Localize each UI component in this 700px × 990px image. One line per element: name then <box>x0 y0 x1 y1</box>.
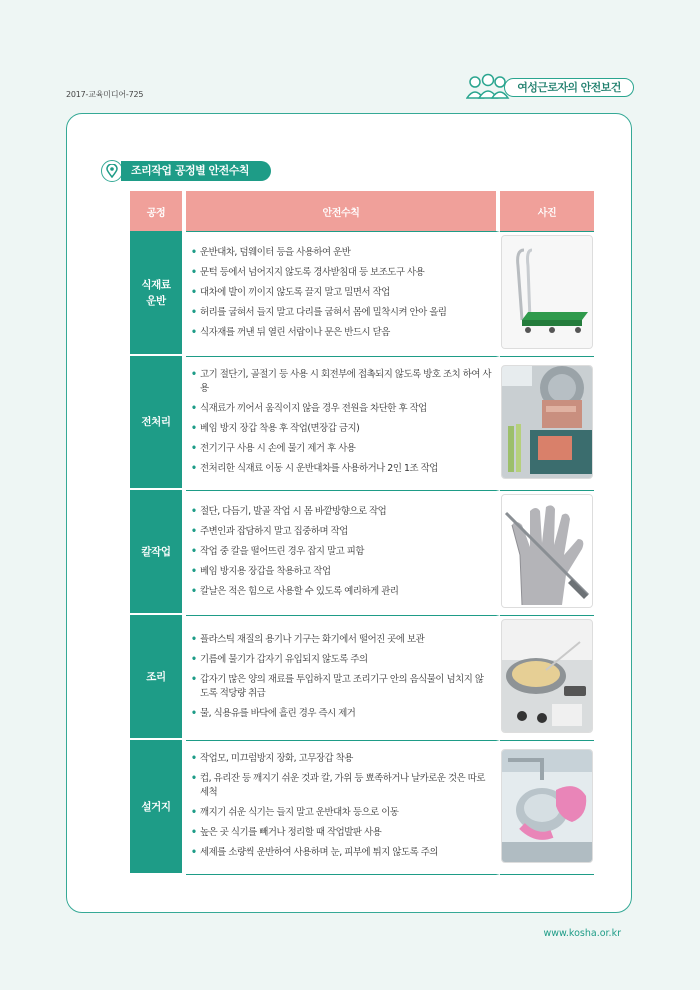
process-label: 칼작업 <box>141 545 171 558</box>
section-heading <box>101 160 271 182</box>
rule-item: • 플라스틱 재질의 용기나 기구는 화기에서 떨어진 곳에 보관 <box>191 633 492 647</box>
section-title: 조리작업 공정별 안전수칙 <box>121 161 271 181</box>
rule-item: • 베임 방지용 장갑을 착용하고 작업 <box>191 565 492 579</box>
column-header-rules: 안전수칙 <box>186 191 500 231</box>
table-row <box>130 356 594 490</box>
rule-list <box>191 246 492 340</box>
rule-list <box>191 633 492 721</box>
process-cell <box>130 615 186 740</box>
rule-item: • 문턱 등에서 넘어지지 않도록 경사받침대 등 보조도구 사용 <box>191 266 492 280</box>
photo-cell <box>500 615 594 740</box>
rule-item: • 절단, 다듬기, 발골 작업 시 몸 바깥방향으로 작업 <box>191 505 492 519</box>
table-row <box>130 615 594 740</box>
table-row <box>130 740 594 875</box>
brand-badge <box>466 72 634 100</box>
rule-item: • 주변인과 잡담하지 말고 집중하며 작업 <box>191 525 492 539</box>
rule-item: • 작업 중 칼을 떨어뜨린 경우 잡지 말고 피함 <box>191 545 492 559</box>
rules-cell <box>186 490 500 615</box>
rule-item: • 식재료가 끼어서 움직이지 않을 경우 전원을 차단한 후 작업 <box>191 402 492 416</box>
rules-cell <box>186 615 500 740</box>
photo-cell <box>500 740 594 875</box>
photo-cell <box>500 356 594 490</box>
rule-item: • 고기 절단기, 골절기 등 사용 시 회전부에 접촉되지 않도록 방호 조치 하여 사용 <box>191 368 492 396</box>
process-cell <box>130 490 186 615</box>
rules-cell <box>186 231 500 356</box>
table-row <box>130 490 594 615</box>
process-label: 설거지 <box>141 800 171 813</box>
rule-item: • 기름에 물기가 갑자기 유입되지 않도록 주의 <box>191 653 492 667</box>
process-cell <box>130 740 186 875</box>
photo-cell <box>500 490 594 615</box>
rule-item: • 전처리한 식재료 이동 시 운반대차를 사용하거나 2인 1조 작업 <box>191 462 492 476</box>
rule-item: • 칼날은 적은 힘으로 사용할 수 있도록 예리하게 관리 <box>191 585 492 599</box>
hand-cart-photo <box>501 235 593 349</box>
process-label: 조리 <box>146 670 166 683</box>
dishwashing-photo <box>501 749 593 863</box>
process-cell <box>130 356 186 490</box>
rule-item: • 식자재를 꺼낸 뒤 열린 서랍이나 문은 반드시 닫음 <box>191 326 492 340</box>
safety-rules-table <box>130 191 594 875</box>
footer-website: www.kosha.or.kr <box>543 928 621 939</box>
rule-item: • 높은 곳 식기를 빼거나 정리할 때 작업발판 사용 <box>191 826 492 840</box>
rule-list <box>191 752 492 860</box>
rules-cell <box>186 740 500 875</box>
rule-item: • 작업모, 미끄럼방지 장화, 고무장갑 착용 <box>191 752 492 766</box>
rule-item: • 깨지기 쉬운 식기는 들지 말고 운반대차 등으로 이동 <box>191 806 492 820</box>
rule-item: • 컵, 유리잔 등 깨지기 쉬운 것과 칼, 가위 등 뾰족하거나 날카로운 것은 따로 세척 <box>191 772 492 800</box>
document-code: 2017-교육미디어-725 <box>66 90 144 99</box>
table-header-row <box>130 191 594 231</box>
rule-item: • 전기기구 사용 시 손에 물기 제거 후 사용 <box>191 442 492 456</box>
table-row <box>130 231 594 356</box>
rule-list <box>191 368 492 476</box>
brand-label: 여성근로자의 안전보건 <box>504 78 634 97</box>
rule-item: • 운반대차, 덤웨이터 등을 사용하여 운반 <box>191 246 492 260</box>
process-label: 전처리 <box>141 416 171 428</box>
location-pin-icon <box>101 160 123 182</box>
rule-item: • 대차에 발이 끼이지 않도록 끌지 말고 밀면서 작업 <box>191 286 492 300</box>
rule-item: • 세제를 소량씩 운반하여 사용하며 눈, 피부에 튀지 않도록 주의 <box>191 846 492 860</box>
photo-cell <box>500 231 594 356</box>
rule-item: • 갑자기 많은 양의 재료를 투입하지 말고 조리기구 안의 음식물이 넘치지 않도록 적당량 취급 <box>191 673 492 701</box>
meat-slicer-photo <box>501 365 593 479</box>
process-cell <box>130 231 186 356</box>
column-header-photo: 사진 <box>500 191 594 231</box>
cooking-pan-photo <box>501 619 593 733</box>
rules-cell <box>186 356 500 490</box>
rule-list <box>191 505 492 599</box>
column-header-process: 공정 <box>130 191 186 231</box>
process-label: 식재료 운반 <box>141 278 171 307</box>
rule-item: • 베임 방지 장갑 착용 후 작업(면장갑 금지) <box>191 422 492 436</box>
rule-item: • 물, 식용유를 바닥에 흘린 경우 즉시 제거 <box>191 707 492 721</box>
cut-glove-photo <box>501 494 593 608</box>
rule-item: • 허리를 굽혀서 들지 말고 다리를 굽혀서 몸에 밀착시켜 안아 올림 <box>191 306 492 320</box>
